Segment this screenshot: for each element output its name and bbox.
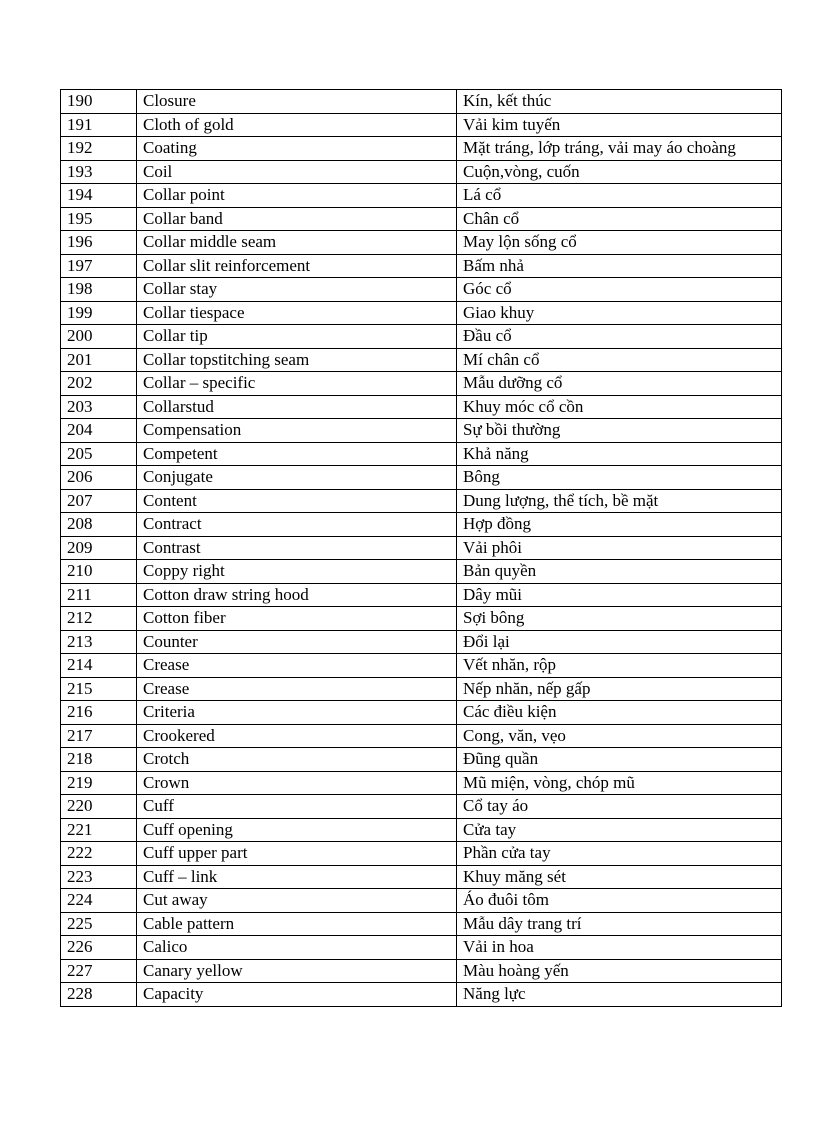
row-number-cell: 207 xyxy=(61,489,137,513)
row-number-cell: 214 xyxy=(61,654,137,678)
row-number-cell: 224 xyxy=(61,889,137,913)
table-row xyxy=(61,560,782,584)
row-number-cell: 204 xyxy=(61,419,137,443)
english-term-cell: Collar topstitching seam xyxy=(137,348,457,372)
english-term-cell: Closure xyxy=(137,90,457,114)
english-term-cell: Collar tiespace xyxy=(137,301,457,325)
vietnamese-term-cell: Các điều kiện xyxy=(457,701,782,725)
vietnamese-term-cell: Vết nhăn, rộp xyxy=(457,654,782,678)
row-number-cell: 220 xyxy=(61,795,137,819)
row-number-cell: 194 xyxy=(61,184,137,208)
table-row xyxy=(61,865,782,889)
row-number-cell: 205 xyxy=(61,442,137,466)
table-row xyxy=(61,325,782,349)
english-term-cell: Conjugate xyxy=(137,466,457,490)
row-number-cell: 218 xyxy=(61,748,137,772)
vietnamese-term-cell: May lộn sống cổ xyxy=(457,231,782,255)
english-term-cell: Canary yellow xyxy=(137,959,457,983)
table-row xyxy=(61,630,782,654)
english-term-cell: Crease xyxy=(137,677,457,701)
table-row xyxy=(61,936,782,960)
row-number-cell: 202 xyxy=(61,372,137,396)
table-row xyxy=(61,160,782,184)
table-row xyxy=(61,231,782,255)
row-number-cell: 200 xyxy=(61,325,137,349)
vietnamese-term-cell: Dây mũi xyxy=(457,583,782,607)
vietnamese-term-cell: Đũng quần xyxy=(457,748,782,772)
row-number-cell: 196 xyxy=(61,231,137,255)
table-row xyxy=(61,983,782,1007)
table-row xyxy=(61,348,782,372)
english-term-cell: Cotton draw string hood xyxy=(137,583,457,607)
row-number-cell: 206 xyxy=(61,466,137,490)
row-number-cell: 195 xyxy=(61,207,137,231)
row-number-cell: 210 xyxy=(61,560,137,584)
row-number-cell: 213 xyxy=(61,630,137,654)
row-number-cell: 216 xyxy=(61,701,137,725)
vietnamese-term-cell: Cuộn,vòng, cuốn xyxy=(457,160,782,184)
english-term-cell: Cuff – link xyxy=(137,865,457,889)
row-number-cell: 191 xyxy=(61,113,137,137)
row-number-cell: 197 xyxy=(61,254,137,278)
english-term-cell: Cotton fiber xyxy=(137,607,457,631)
row-number-cell: 193 xyxy=(61,160,137,184)
english-term-cell: Calico xyxy=(137,936,457,960)
table-row xyxy=(61,771,782,795)
table-row xyxy=(61,842,782,866)
english-term-cell: Collar band xyxy=(137,207,457,231)
table-row xyxy=(61,677,782,701)
english-term-cell: Content xyxy=(137,489,457,513)
row-number-cell: 203 xyxy=(61,395,137,419)
english-term-cell: Cut away xyxy=(137,889,457,913)
table-row xyxy=(61,137,782,161)
vietnamese-term-cell: Mí chân cổ xyxy=(457,348,782,372)
english-term-cell: Crease xyxy=(137,654,457,678)
vietnamese-term-cell: Phần cửa tay xyxy=(457,842,782,866)
english-term-cell: Competent xyxy=(137,442,457,466)
vietnamese-term-cell: Bấm nhả xyxy=(457,254,782,278)
english-term-cell: Coil xyxy=(137,160,457,184)
english-term-cell: Collar stay xyxy=(137,278,457,302)
table-row xyxy=(61,724,782,748)
english-term-cell: Cuff xyxy=(137,795,457,819)
table-row xyxy=(61,513,782,537)
row-number-cell: 225 xyxy=(61,912,137,936)
english-term-cell: Counter xyxy=(137,630,457,654)
english-term-cell: Collar tip xyxy=(137,325,457,349)
table-row xyxy=(61,90,782,114)
english-term-cell: Collar – specific xyxy=(137,372,457,396)
row-number-cell: 209 xyxy=(61,536,137,560)
table-row xyxy=(61,466,782,490)
table-row xyxy=(61,912,782,936)
vietnamese-term-cell: Vải in hoa xyxy=(457,936,782,960)
vietnamese-term-cell: Khả năng xyxy=(457,442,782,466)
english-term-cell: Crotch xyxy=(137,748,457,772)
glossary-table xyxy=(60,89,782,1007)
english-term-cell: Cloth of gold xyxy=(137,113,457,137)
vietnamese-term-cell: Màu hoàng yến xyxy=(457,959,782,983)
english-term-cell: Coppy right xyxy=(137,560,457,584)
english-term-cell: Coating xyxy=(137,137,457,161)
row-number-cell: 190 xyxy=(61,90,137,114)
row-number-cell: 201 xyxy=(61,348,137,372)
vietnamese-term-cell: Mẫu dây trang trí xyxy=(457,912,782,936)
vietnamese-term-cell: Năng lực xyxy=(457,983,782,1007)
table-row xyxy=(61,701,782,725)
row-number-cell: 212 xyxy=(61,607,137,631)
table-row xyxy=(61,748,782,772)
table-row xyxy=(61,959,782,983)
vietnamese-term-cell: Đầu cổ xyxy=(457,325,782,349)
table-row xyxy=(61,583,782,607)
row-number-cell: 222 xyxy=(61,842,137,866)
row-number-cell: 223 xyxy=(61,865,137,889)
vietnamese-term-cell: Mẫu dưỡng cổ xyxy=(457,372,782,396)
english-term-cell: Collar middle seam xyxy=(137,231,457,255)
table-row xyxy=(61,372,782,396)
english-term-cell: Collarstud xyxy=(137,395,457,419)
table-row xyxy=(61,442,782,466)
row-number-cell: 228 xyxy=(61,983,137,1007)
vietnamese-term-cell: Chân cổ xyxy=(457,207,782,231)
row-number-cell: 211 xyxy=(61,583,137,607)
english-term-cell: Capacity xyxy=(137,983,457,1007)
table-row xyxy=(61,536,782,560)
vietnamese-term-cell: Cửa tay xyxy=(457,818,782,842)
vietnamese-term-cell: Khuy móc cổ cồn xyxy=(457,395,782,419)
row-number-cell: 219 xyxy=(61,771,137,795)
vietnamese-term-cell: Dung lượng, thể tích, bề mặt xyxy=(457,489,782,513)
vietnamese-term-cell: Vải kim tuyến xyxy=(457,113,782,137)
vietnamese-term-cell: Kín, kết thúc xyxy=(457,90,782,114)
row-number-cell: 192 xyxy=(61,137,137,161)
vietnamese-term-cell: Sự bồi thường xyxy=(457,419,782,443)
table-row xyxy=(61,889,782,913)
table-row xyxy=(61,184,782,208)
english-term-cell: Contrast xyxy=(137,536,457,560)
row-number-cell: 198 xyxy=(61,278,137,302)
english-term-cell: Contract xyxy=(137,513,457,537)
row-number-cell: 215 xyxy=(61,677,137,701)
row-number-cell: 217 xyxy=(61,724,137,748)
english-term-cell: Cuff opening xyxy=(137,818,457,842)
vietnamese-term-cell: Nếp nhăn, nếp gấp xyxy=(457,677,782,701)
english-term-cell: Crown xyxy=(137,771,457,795)
glossary-table-body xyxy=(61,90,782,1007)
table-row xyxy=(61,254,782,278)
table-row xyxy=(61,301,782,325)
vietnamese-term-cell: Cổ tay áo xyxy=(457,795,782,819)
vietnamese-term-cell: Lá cổ xyxy=(457,184,782,208)
table-row xyxy=(61,654,782,678)
row-number-cell: 199 xyxy=(61,301,137,325)
vietnamese-term-cell: Mũ miện, vòng, chóp mũ xyxy=(457,771,782,795)
english-term-cell: Crookered xyxy=(137,724,457,748)
table-row xyxy=(61,419,782,443)
vietnamese-term-cell: Góc cổ xyxy=(457,278,782,302)
vietnamese-term-cell: Đổi lại xyxy=(457,630,782,654)
table-row xyxy=(61,607,782,631)
row-number-cell: 221 xyxy=(61,818,137,842)
vietnamese-term-cell: Khuy măng sét xyxy=(457,865,782,889)
row-number-cell: 208 xyxy=(61,513,137,537)
vietnamese-term-cell: Sợi bông xyxy=(457,607,782,631)
table-row xyxy=(61,818,782,842)
table-row xyxy=(61,795,782,819)
table-row xyxy=(61,207,782,231)
table-row xyxy=(61,278,782,302)
row-number-cell: 226 xyxy=(61,936,137,960)
english-term-cell: Criteria xyxy=(137,701,457,725)
table-row xyxy=(61,113,782,137)
english-term-cell: Collar point xyxy=(137,184,457,208)
vietnamese-term-cell: Cong, văn, vẹo xyxy=(457,724,782,748)
vietnamese-term-cell: Áo đuôi tôm xyxy=(457,889,782,913)
vietnamese-term-cell: Giao khuy xyxy=(457,301,782,325)
row-number-cell: 227 xyxy=(61,959,137,983)
english-term-cell: Cuff upper part xyxy=(137,842,457,866)
english-term-cell: Compensation xyxy=(137,419,457,443)
english-term-cell: Cable pattern xyxy=(137,912,457,936)
english-term-cell: Collar slit reinforcement xyxy=(137,254,457,278)
vietnamese-term-cell: Bản quyền xyxy=(457,560,782,584)
table-row xyxy=(61,395,782,419)
vietnamese-term-cell: Mặt tráng, lớp tráng, vải may áo choàng xyxy=(457,137,782,161)
vietnamese-term-cell: Hợp đồng xyxy=(457,513,782,537)
vietnamese-term-cell: Vải phôi xyxy=(457,536,782,560)
table-row xyxy=(61,489,782,513)
vietnamese-term-cell: Bông xyxy=(457,466,782,490)
